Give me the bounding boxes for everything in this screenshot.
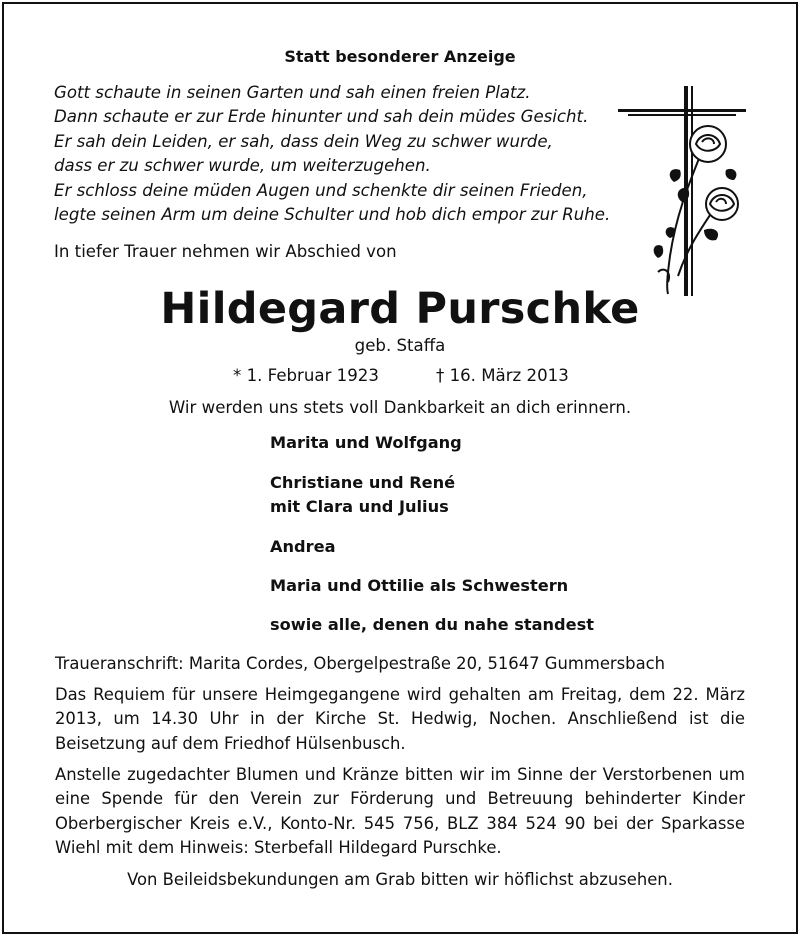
donation-paragraph: Anstelle zugedachter Blumen und Kränze bitten wir im Sinne der Verstorbenen um eine Spende für den Verein zur Förderung und Betreuung behinderter Kinder Oberbergischer Kreis e.V., Konto-Nr. 545 756, BLZ 384 524 90 bei der Sparkasse Wiehl mit dem Hinweis: Sterbefall Hildegard Purschke. — [55, 765, 745, 858]
mourner-line: mit Clara und Julius — [270, 497, 449, 516]
thanks-line: Wir werden uns stets voll Dankbarkeit an dich erinnern. — [168, 398, 632, 417]
requiem-paragraph: Das Requiem für unsere Heimgegangene wird gehalten am Freitag, dem 22. März 2013, um 14.30 Uhr in der Kirche St. Hedwig, Nochen. Anschließend ist die Beisetzung auf dem Friedhof Hülsenbusch. — [55, 685, 745, 753]
maiden-name: geb. Staffa — [354, 336, 446, 355]
poem-line: Er schloss deine müden Augen und schenkte dir seinen Frieden, — [54, 180, 588, 200]
deceased-name: Hildegard Purschke — [160, 284, 640, 334]
cross-with-roses-icon — [618, 86, 748, 296]
mourner-line: Maria und Ottilie als Schwestern — [270, 576, 569, 595]
poem-line: Dann schaute er zur Erde hinunter und sah dein müdes Gesicht. — [54, 107, 589, 127]
poem-line: dass er zu schwer wurde, um weiterzugehen. — [54, 156, 431, 176]
poem-line: Gott schaute in seinen Garten und sah einen freien Platz. — [54, 83, 531, 102]
poem-line: Er sah dein Leiden, er sah, dass dein Weg zu schwer wurde, — [54, 131, 553, 151]
poem — [54, 81, 610, 227]
mourner-line: sowie alle, denen du nahe standest — [270, 615, 594, 634]
mourner-line: Christiane und René — [270, 473, 456, 492]
death-date: † 16. März 2013 — [436, 366, 569, 385]
birth-date: * 1. Februar 1923 — [233, 366, 379, 385]
mourning-address: Traueranschrift: Marita Cordes, Obergelpestraße 20, 51647 Gummersbach — [55, 654, 666, 673]
poem-line: legte seinen Arm um deine Schulter und hob dich empor zur Ruhe. — [54, 204, 611, 224]
notice-header: Statt besonderer Anzeige — [284, 47, 516, 66]
mourner-line: Marita und Wolfgang — [270, 433, 462, 452]
closing-line: Von Beileidsbekundungen am Grab bitten wir höflichst abzusehen. — [127, 870, 673, 889]
intro-text: In tiefer Trauer nehmen wir Abschied von — [54, 242, 397, 261]
mourner-line: Andrea — [270, 537, 336, 556]
